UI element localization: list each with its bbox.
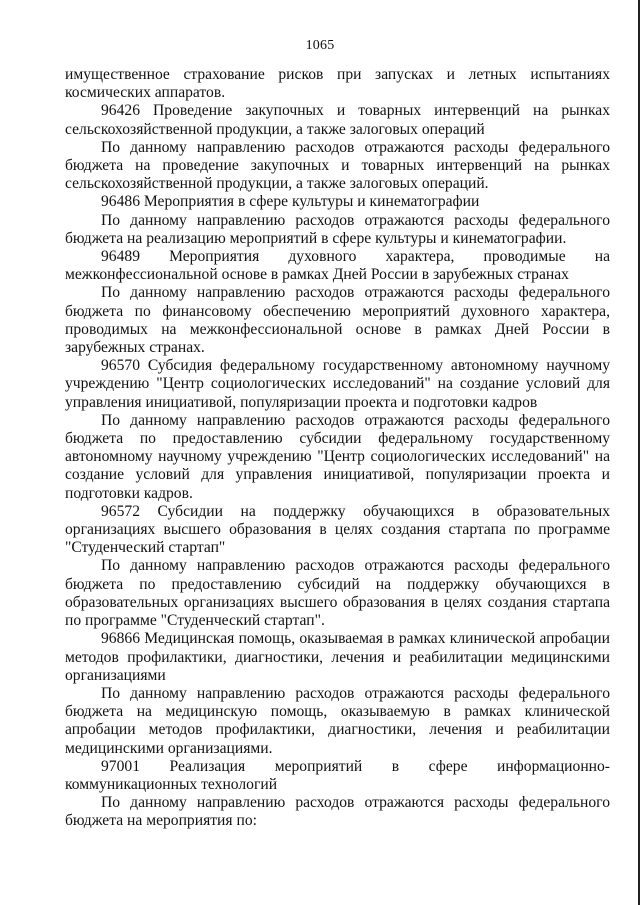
section-description-96486: По данному направлению расходов отражаются расходы федерального бюджета на реализацию мероприятий в сфере культуры и кинематографии. bbox=[65, 211, 610, 247]
section-heading-96486: 96486 Мероприятия в сфере культуры и кинематографии bbox=[101, 193, 480, 211]
section-description-96572: По данному направлению расходов отражаются расходы федерального бюджета по предоставлению субсидий на поддержку обучающихся в образовательных организациях высшего образования в целях создания стартапа по программе "Студенческий стартап". bbox=[65, 557, 610, 630]
page-body bbox=[65, 66, 610, 831]
section-heading-96426: 96426 Проведение закупочных и товарных интервенций на рынках сельскохозяйственной продукции, а также залоговых операций bbox=[65, 102, 610, 138]
section-description-96489: По данному направлению расходов отражаются расходы федерального бюджета по финансовому обеспечению мероприятий духовного характера, проводимых на межконфессиональной основе в рамках Дней России в зарубежных странах. bbox=[65, 284, 610, 357]
page-number: 1065 bbox=[305, 38, 335, 53]
section-description-96866: По данному направлению расходов отражаются расходы федерального бюджета на медицинскую помощь, оказываемую в рамках клинической апробации методов профилактики, диагностики, лечения и реабилитации медицинскими организациями. bbox=[65, 684, 610, 757]
section-heading-96866: 96866 Медицинская помощь, оказываемая в рамках клинической апробации методов профилактики, диагностики, лечения и реабилитации медицинскими организациями bbox=[65, 630, 610, 684]
section-heading-97001: 97001 Реализация мероприятий в сфере информационно-коммуникационных технологий bbox=[65, 757, 610, 793]
paragraph-continuation: имущественное страхование рисков при запусках и летных испытаниях космических аппаратов. bbox=[65, 66, 610, 102]
section-heading-96570: 96570 Субсидия федеральному государственному автономному научному учреждению "Центр социологических исследований" на создание условий для управления инициативой, популяризации проекта и подготовки кадров bbox=[65, 357, 610, 411]
section-heading-96489: 96489 Мероприятия духовного характера, проводимые на межконфессиональной основе в рамках Дней России в зарубежных странах bbox=[65, 248, 610, 284]
section-description-97001: По данному направлению расходов отражаются расходы федерального бюджета на мероприятия по: bbox=[65, 794, 610, 830]
section-description-96570: По данному направлению расходов отражаются расходы федерального бюджета по предоставлению субсидии федеральному государственному автономному научному учреждению "Центр социологических исследований" на создание условий для управления инициативой, популяризации проекта и подготовки кадров. bbox=[65, 411, 610, 502]
section-description-96426: По данному направлению расходов отражаются расходы федерального бюджета на проведение закупочных и товарных интервенций на рынках сельскохозяйственной продукции, а также залоговых операций. bbox=[65, 138, 610, 193]
section-heading-96572: 96572 Субсидии на поддержку обучающихся в образовательных организациях высшего образования в целях создания стартапа по программе "Студенческий стартап" bbox=[65, 502, 610, 557]
